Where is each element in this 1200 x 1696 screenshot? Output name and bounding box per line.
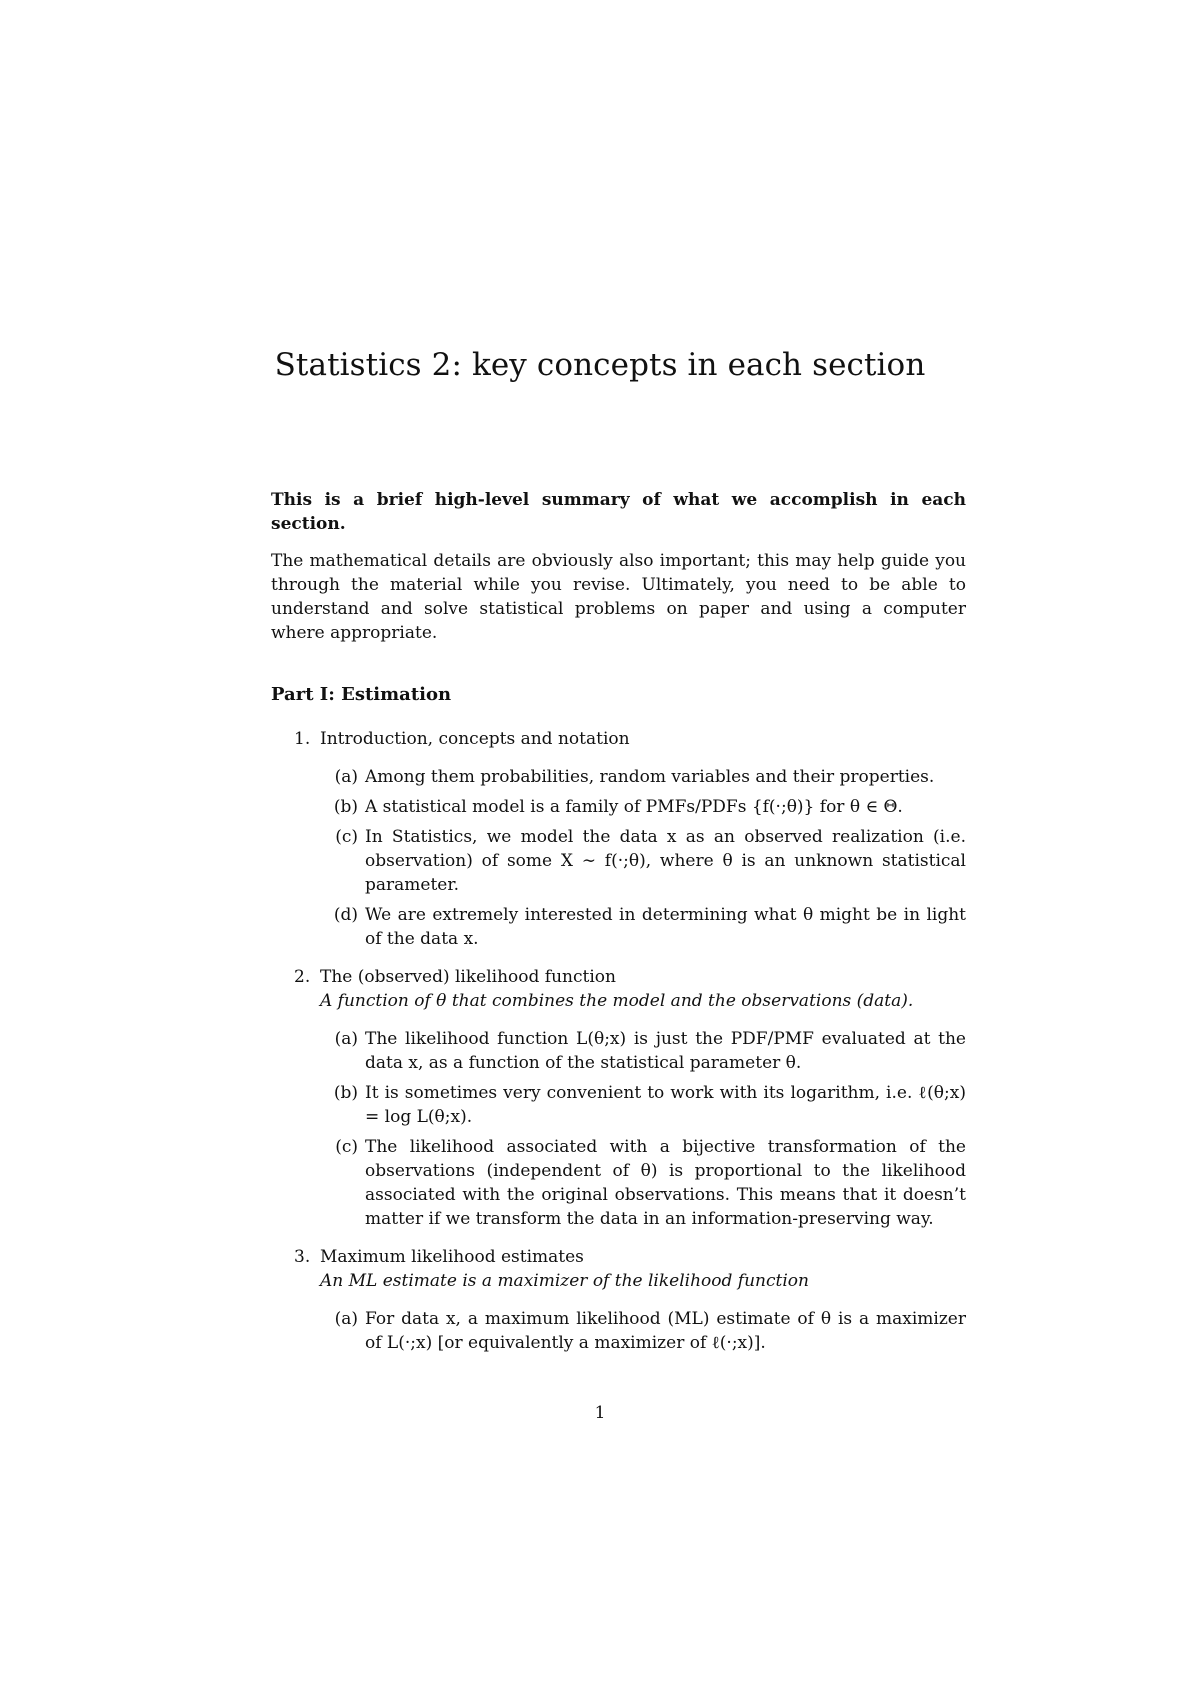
- subitem-list: [320, 765, 966, 951]
- list-item: [320, 1081, 966, 1129]
- list-item: [320, 1135, 966, 1231]
- list-item-text: The likelihood function L(θ;x) is just the PDF/PMF evaluated at the data x, as a function of the statistical parameter θ.: [365, 1029, 966, 1073]
- section-title: Maximum likelihood estimates: [320, 1247, 584, 1267]
- section-number: 1.: [294, 729, 311, 749]
- list-item-text: For data x, a maximum likelihood (ML) estimate of θ is a maximizer of L(·;x) [or equivalently a maximizer of ℓ(·;x)].: [365, 1309, 966, 1353]
- list-item: [320, 795, 966, 819]
- section-number: 2.: [294, 967, 311, 987]
- section-item-1: [271, 727, 966, 951]
- section-subtitle: An ML estimate is a maximizer of the likelihood function: [320, 1271, 809, 1291]
- list-item: [320, 825, 966, 897]
- list-item-label: (a): [334, 767, 358, 787]
- section-list: [271, 727, 966, 1369]
- list-item: [320, 1307, 966, 1355]
- intro-paragraph: The mathematical details are obviously also important; this may help guide you through the material while you revise. Ultimately, you need to be able to understand and solve statistical problems on paper and using a computer where appropriate.: [271, 551, 966, 643]
- subitem-list: [320, 1027, 966, 1231]
- list-item-label: (c): [335, 827, 358, 847]
- list-item-text: Among them probabilities, random variables and their properties.: [365, 767, 935, 787]
- list-item-label: (d): [333, 905, 358, 925]
- lead-paragraph: This is a brief high-level summary of what we accomplish in each section.: [271, 490, 966, 534]
- list-item-label: (b): [333, 1083, 358, 1103]
- list-item: [320, 765, 966, 789]
- section-subtitle: A function of θ that combines the model and the observations (data).: [320, 991, 914, 1011]
- list-item: [320, 903, 966, 951]
- list-item-text: A statistical model is a family of PMFs/PDFs {f(·;θ)} for θ ∈ Θ.: [365, 797, 903, 817]
- list-item-label: (a): [334, 1029, 358, 1049]
- list-item-text: It is sometimes very convenient to work with its logarithm, i.e. ℓ(θ;x) = log L(θ;x).: [365, 1083, 966, 1127]
- list-item-label: (a): [334, 1309, 358, 1329]
- section-item-3: [271, 1245, 966, 1355]
- subitem-list: [320, 1307, 966, 1355]
- document-title: Statistics 2: key concepts in each section: [274, 346, 926, 383]
- list-item-text: The likelihood associated with a bijective transformation of the observations (independent of θ) is proportional to the likelihood associated with the original observations. This means that it doesn’t matter if we transform the data in an information-preserving way.: [365, 1137, 966, 1229]
- section-title: Introduction, concepts and notation: [320, 729, 630, 749]
- part-heading: Part I: Estimation: [271, 684, 452, 705]
- page-number: 1: [594, 1403, 606, 1423]
- list-item-text: We are extremely interested in determining what θ might be in light of the data x.: [365, 905, 966, 949]
- section-number: 3.: [294, 1247, 311, 1267]
- list-item: [320, 1027, 966, 1075]
- list-item-label: (c): [335, 1137, 358, 1157]
- section-item-2: [271, 965, 966, 1231]
- section-title: The (observed) likelihood function: [320, 967, 616, 987]
- list-item-text: In Statistics, we model the data x as an observed realization (i.e. observation) of some X ∼ f(·;θ), where θ is an unknown statistical parameter.: [365, 827, 966, 895]
- list-item-label: (b): [333, 797, 358, 817]
